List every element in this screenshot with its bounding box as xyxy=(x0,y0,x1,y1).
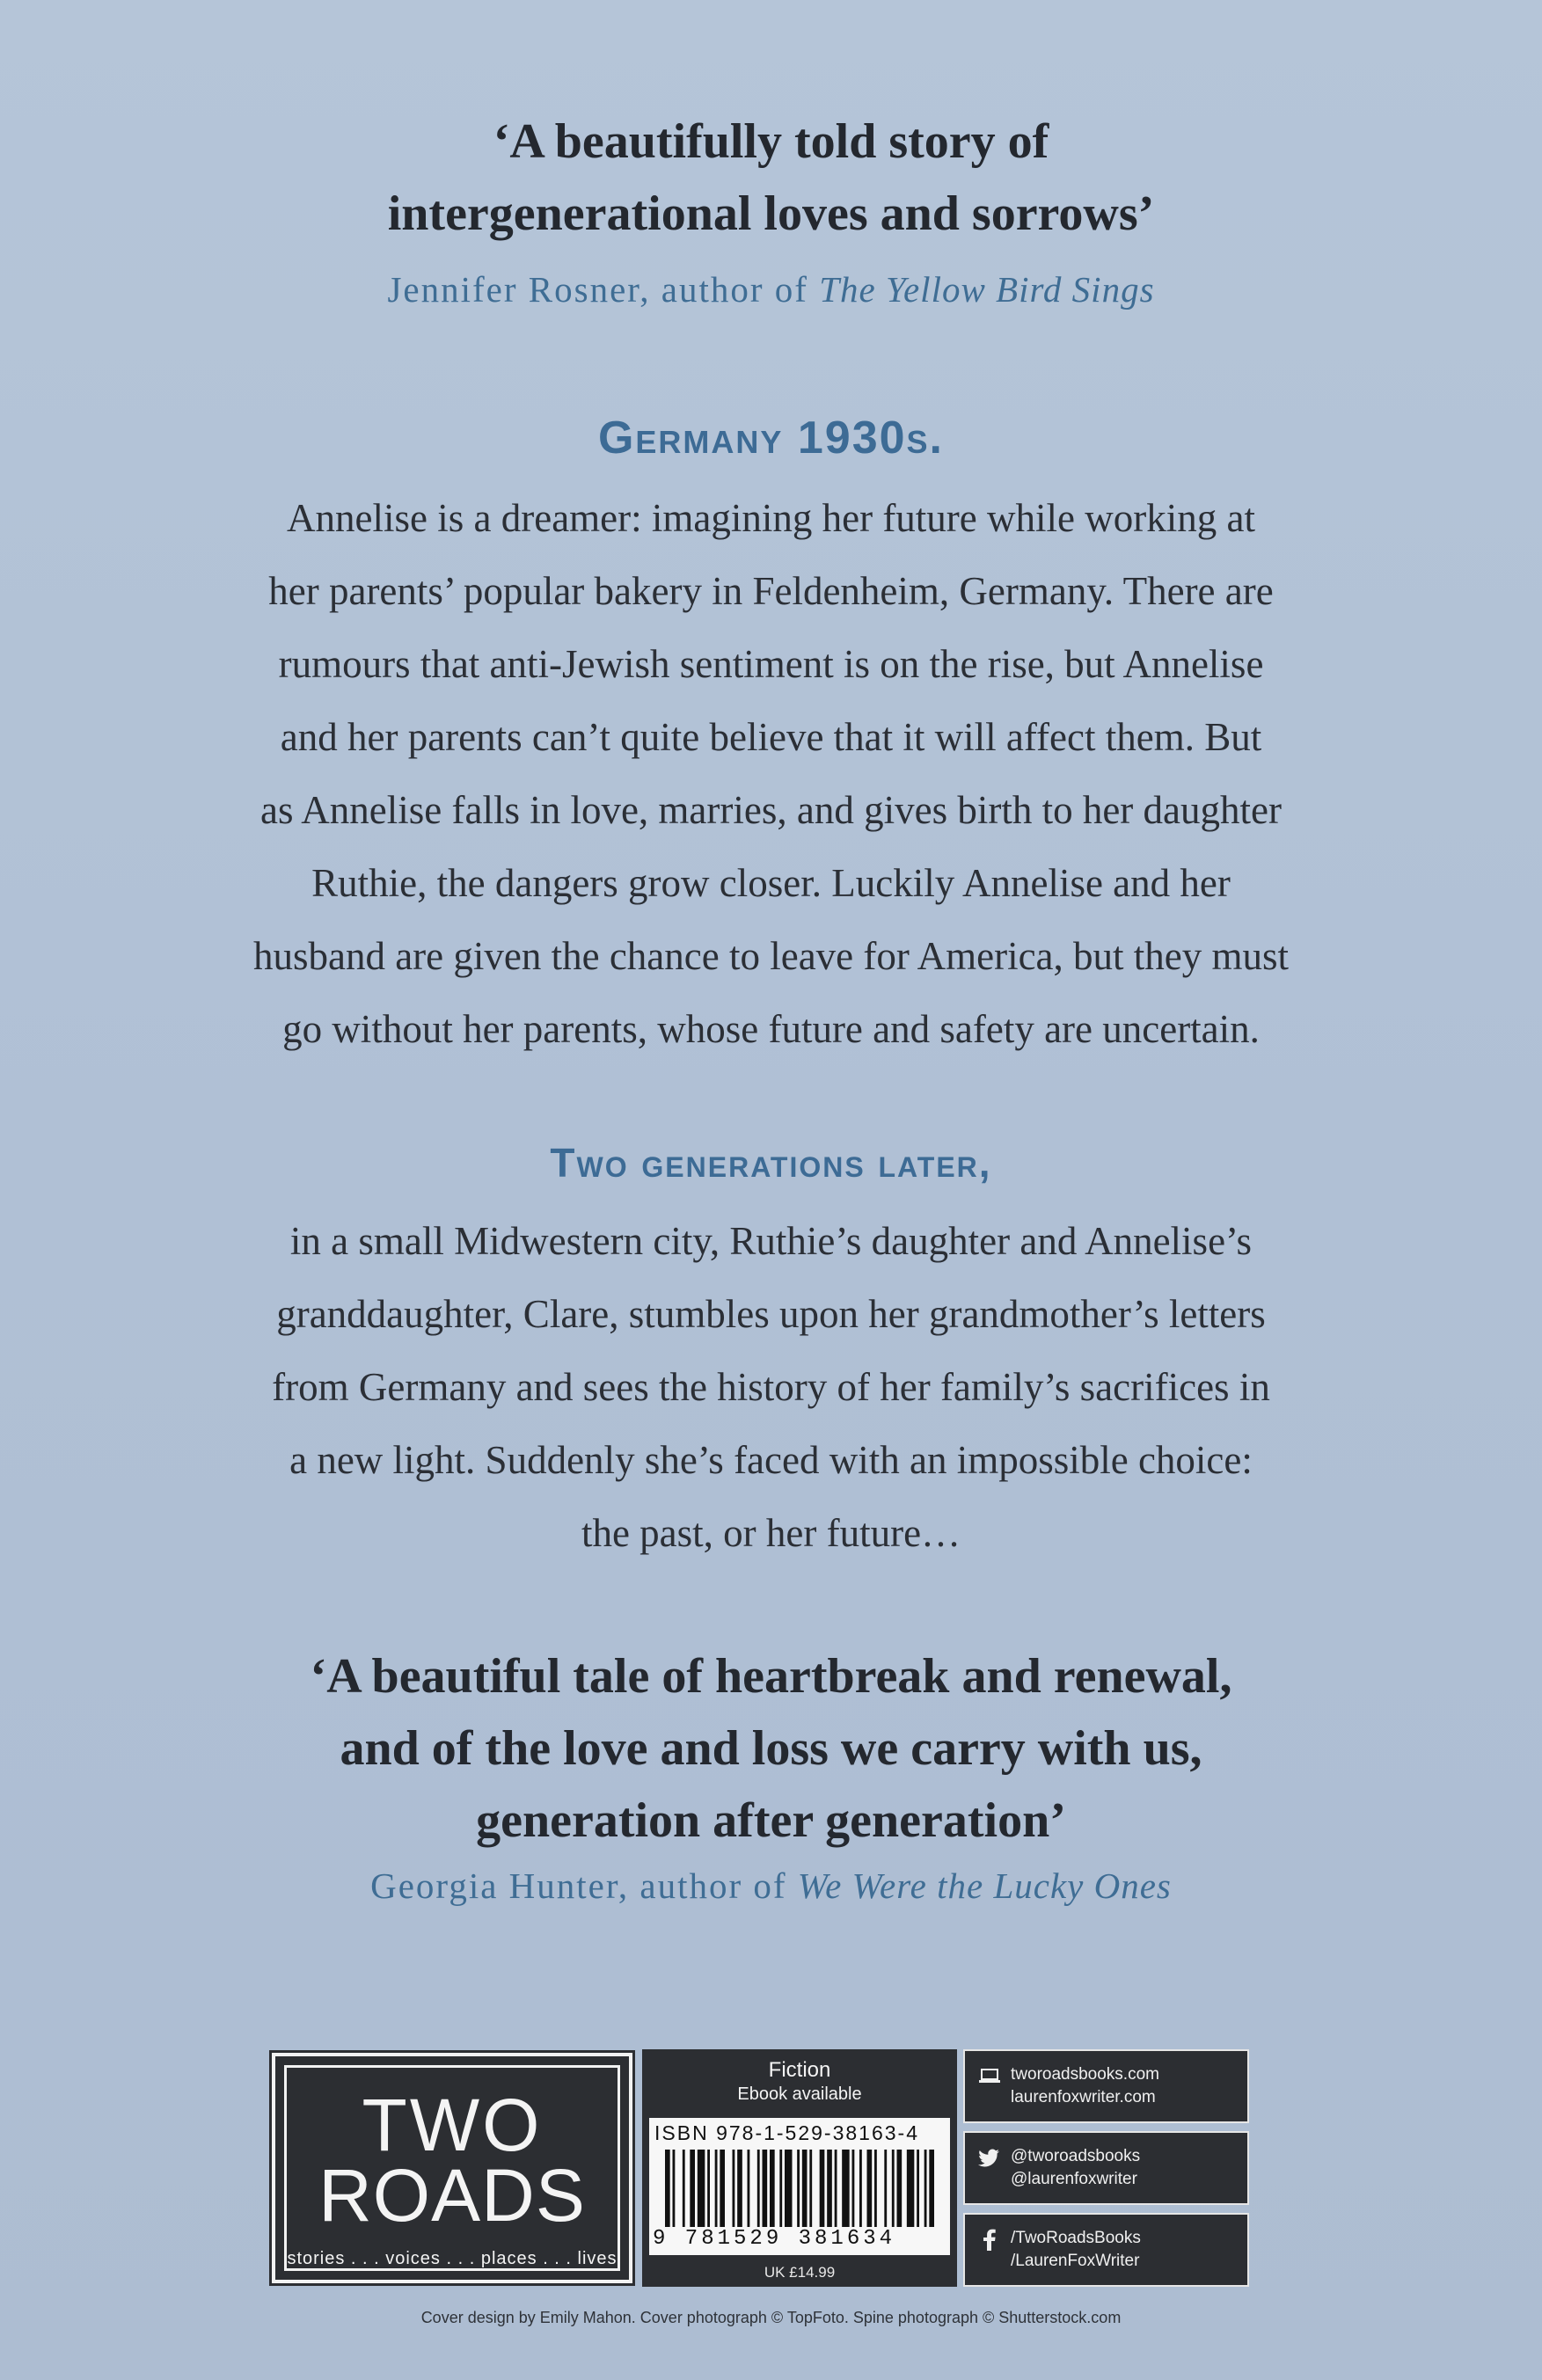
barcode-bar xyxy=(827,2150,832,2227)
blurb-line: a new light. Suddenly she’s faced with an impossible choice: xyxy=(289,1438,1253,1482)
barcode-bar xyxy=(715,2150,718,2227)
section-heading-two-generations: Two generations later, xyxy=(550,1140,992,1186)
genre-label: Fiction xyxy=(768,2058,831,2082)
barcode-bar xyxy=(809,2150,812,2227)
twitter-bird-icon xyxy=(977,2145,1002,2170)
price-label: UK £14.99 xyxy=(764,2264,836,2281)
barcode-bar xyxy=(698,2150,705,2227)
facebook-links-text xyxy=(1011,2227,1141,2273)
blurb-line: in a small Midwestern city, Ruthie’s daughter and Annelise’s xyxy=(289,1219,1253,1263)
cover-credits: Cover design by Emily Mahon. Cover photograph © TopFoto. Spine photograph © Shutterstock.com xyxy=(420,2309,1122,2326)
barcode-digits: 9 781529 381634 xyxy=(653,2227,896,2251)
social-links xyxy=(963,2049,1249,2287)
logo-tagline: stories . . . voices . . . places . . . lives xyxy=(287,2249,618,2268)
barcode-bar xyxy=(733,2150,735,2227)
laptop-icon xyxy=(977,2063,1002,2088)
barcode-bar xyxy=(802,2150,808,2227)
barcode-bar xyxy=(842,2150,850,2227)
website-link[interactable]: tworoadsbooks.com xyxy=(1011,2065,1159,2084)
bottom-quote-line: ‘A beautiful tale of heartbreak and renewal, xyxy=(310,1649,1232,1704)
barcode-bar xyxy=(785,2150,793,2227)
blurb-line: go without her parents, whose future and safety are uncertain. xyxy=(282,1007,1260,1051)
barcode-bar xyxy=(757,2150,760,2227)
bottom-quote-line: and of the love and loss we carry with us, xyxy=(340,1721,1202,1776)
barcode-bar xyxy=(929,2150,934,2227)
barcode-bar xyxy=(867,2150,873,2227)
website-link[interactable]: laurenfoxwriter.com xyxy=(1011,2088,1156,2106)
barcode-bar xyxy=(884,2150,887,2227)
barcode-label xyxy=(649,2118,950,2255)
isbn-text: ISBN 978-1-529-38163-4 xyxy=(654,2121,919,2144)
barcode-bar xyxy=(892,2150,895,2227)
barcode-bar xyxy=(673,2150,676,2227)
barcode-bar xyxy=(690,2150,695,2227)
barcode-bar xyxy=(797,2150,800,2227)
logo-frame xyxy=(284,2065,620,2271)
barcode-bar xyxy=(763,2150,768,2227)
twitter-links-text xyxy=(1011,2145,1140,2191)
logo-word-two: TWO xyxy=(362,2084,543,2166)
barcode-graphic xyxy=(665,2150,934,2227)
top-quote-attribution xyxy=(0,268,1542,310)
blurb-line: and her parents can’t quite believe that it will affect them. But xyxy=(280,715,1262,759)
web-links-box xyxy=(963,2049,1249,2123)
attribution-book-title: The Yellow Bird Sings xyxy=(819,269,1155,310)
blurb-line: her parents’ popular bakery in Feldenheim, Germany. There are xyxy=(268,569,1274,613)
blurb-line: granddaughter, Clare, stumbles upon her grandmother’s letters xyxy=(276,1292,1266,1336)
twitter-links-box xyxy=(963,2131,1249,2205)
blurb-line: Annelise is a dreamer: imagining her future while working at xyxy=(287,496,1255,540)
blurb-line: the past, or her future… xyxy=(581,1511,961,1555)
blurb-line: rumours that anti-Jewish sentiment is on the rise, but Annelise xyxy=(278,642,1264,686)
barcode-bar xyxy=(683,2150,685,2227)
barcode-bar xyxy=(720,2150,725,2227)
barcode-bar xyxy=(737,2150,742,2227)
top-quote xyxy=(0,106,1542,250)
barcode-bar xyxy=(897,2150,903,2227)
blurb-line: from Germany and sees the history of her family’s sacrifices in xyxy=(272,1365,1270,1409)
blurb-paragraph-2 xyxy=(0,1205,1542,1570)
blurb-line: husband are given the chance to leave for America, but they must xyxy=(252,934,1290,978)
blurb-line: as Annelise falls in love, marries, and gives birth to her daughter xyxy=(260,788,1282,832)
twitter-handle[interactable]: @tworoadsbooks xyxy=(1011,2147,1141,2165)
blurb-paragraph-1 xyxy=(0,482,1542,1066)
facebook-page[interactable]: /TwoRoadsBooks xyxy=(1011,2229,1141,2247)
barcode-bar xyxy=(907,2150,915,2227)
barcode-bar xyxy=(917,2150,919,2227)
barcode-panel xyxy=(642,2049,957,2287)
barcode-bar xyxy=(820,2150,825,2227)
barcode-bar xyxy=(779,2150,782,2227)
attribution-author: Jennifer Rosner, author of xyxy=(387,269,820,310)
bottom-quote xyxy=(0,1640,1542,1857)
top-quote-line: ‘A beautifully told story of xyxy=(493,114,1049,169)
facebook-links-box xyxy=(963,2213,1249,2287)
bottom-quote-attribution xyxy=(0,1865,1542,1907)
barcode-bar xyxy=(852,2150,855,2227)
barcode-bar xyxy=(707,2150,710,2227)
barcode-bar xyxy=(859,2150,862,2227)
ebook-label: Ebook available xyxy=(737,2084,862,2104)
section-heading-germany: Germany 1930s. xyxy=(597,412,945,464)
barcode-bar xyxy=(835,2150,837,2227)
barcode-bar xyxy=(770,2150,775,2227)
barcode-bar xyxy=(748,2150,750,2227)
web-links-text xyxy=(1011,2063,1159,2109)
barcode-bar xyxy=(665,2150,670,2227)
logo-word-roads: ROADS xyxy=(318,2154,586,2237)
facebook-icon xyxy=(977,2227,1002,2252)
top-quote-line: intergenerational loves and sorrows’ xyxy=(387,186,1155,241)
barcode-bar xyxy=(924,2150,927,2227)
publisher-logo xyxy=(272,2053,632,2283)
twitter-handle[interactable]: @laurenfoxwriter xyxy=(1011,2170,1137,2188)
barcode-bar xyxy=(874,2150,877,2227)
bottom-quote-line: generation after generation’ xyxy=(476,1793,1066,1848)
attribution-author: Georgia Hunter, author of xyxy=(370,1865,798,1906)
blurb-line: Ruthie, the dangers grow closer. Luckily Annelise and her xyxy=(311,861,1231,905)
facebook-page[interactable]: /LaurenFoxWriter xyxy=(1011,2252,1140,2270)
attribution-book-title: We Were the Lucky Ones xyxy=(797,1865,1172,1906)
